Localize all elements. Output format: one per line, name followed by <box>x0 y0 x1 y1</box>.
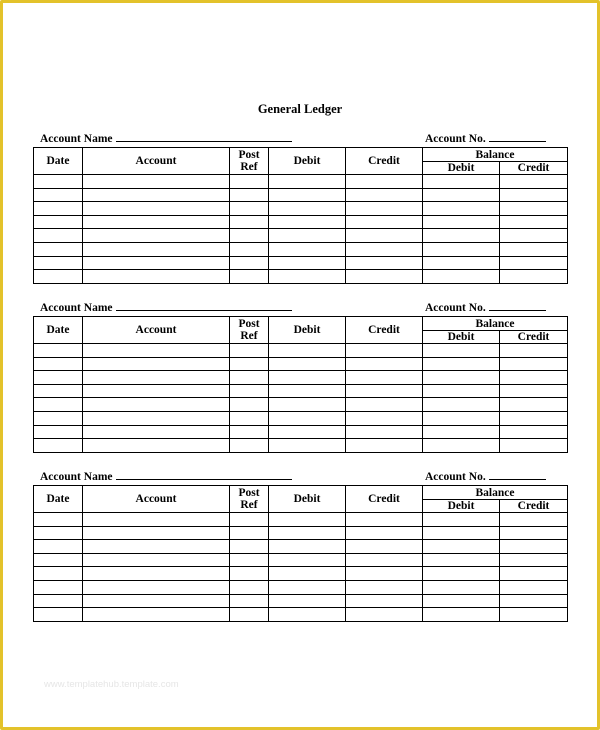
col-header-post-ref: Post Ref <box>230 317 269 344</box>
cell-post-ref[interactable] <box>230 357 269 371</box>
cell-debit[interactable] <box>269 526 346 540</box>
cell-debit[interactable] <box>269 384 346 398</box>
cell-debit[interactable] <box>269 594 346 608</box>
cell-balance-debit[interactable] <box>423 256 500 270</box>
col-header-account: Account <box>83 486 230 513</box>
cell-account[interactable] <box>83 256 230 270</box>
cell-balance-credit[interactable] <box>500 580 568 594</box>
cell-balance-credit[interactable] <box>500 357 568 371</box>
cell-balance-debit[interactable] <box>423 357 500 371</box>
ledger-row <box>34 567 568 581</box>
cell-account[interactable] <box>83 188 230 202</box>
col-header-balance-debit: Debit <box>423 500 500 513</box>
account-name-blank[interactable] <box>116 130 292 142</box>
ledger-row <box>34 242 568 256</box>
cell-credit[interactable] <box>346 526 423 540</box>
cell-credit[interactable] <box>346 242 423 256</box>
cell-balance-debit[interactable] <box>423 567 500 581</box>
cell-date[interactable] <box>34 580 83 594</box>
col-header-balance-credit: Credit <box>500 331 568 344</box>
ledger-row <box>34 553 568 567</box>
cell-balance-credit[interactable] <box>500 229 568 243</box>
cell-account[interactable] <box>83 608 230 622</box>
cell-balance-credit[interactable] <box>500 553 568 567</box>
cell-credit[interactable] <box>346 270 423 284</box>
cell-balance-credit[interactable] <box>500 567 568 581</box>
cell-date[interactable] <box>34 215 83 229</box>
cell-date[interactable] <box>34 270 83 284</box>
ledger-header-line <box>33 468 567 484</box>
ledger-row <box>34 270 568 284</box>
cell-date[interactable] <box>34 371 83 385</box>
account-no-blank[interactable] <box>489 468 546 480</box>
cell-balance-debit[interactable] <box>423 594 500 608</box>
col-header-debit: Debit <box>269 148 346 175</box>
ledger-row <box>34 256 568 270</box>
cell-balance-debit[interactable] <box>423 411 500 425</box>
cell-date[interactable] <box>34 553 83 567</box>
cell-date[interactable] <box>34 411 83 425</box>
col-header-debit: Debit <box>269 317 346 344</box>
cell-credit[interactable] <box>346 439 423 453</box>
col-header-date: Date <box>34 317 83 344</box>
cell-debit[interactable] <box>269 270 346 284</box>
cell-balance-debit[interactable] <box>423 229 500 243</box>
cell-balance-debit[interactable] <box>423 425 500 439</box>
cell-debit[interactable] <box>269 580 346 594</box>
cell-credit[interactable] <box>346 357 423 371</box>
ledger-row <box>34 540 568 554</box>
col-header-balance: Balance <box>423 317 568 331</box>
col-header-debit: Debit <box>269 486 346 513</box>
ledger-table <box>33 485 568 622</box>
ledger-row <box>34 425 568 439</box>
ledger-row <box>34 594 568 608</box>
cell-date[interactable] <box>34 439 83 453</box>
watermark-text: www.templatehub.template.com <box>44 679 179 690</box>
cell-post-ref[interactable] <box>230 188 269 202</box>
cell-balance-credit[interactable] <box>500 398 568 412</box>
cell-account[interactable] <box>83 175 230 189</box>
cell-post-ref[interactable] <box>230 553 269 567</box>
cell-date[interactable] <box>34 175 83 189</box>
cell-account[interactable] <box>83 384 230 398</box>
page-title: General Ledger <box>257 102 343 116</box>
cell-debit[interactable] <box>269 242 346 256</box>
account-no-label: Account No. <box>425 133 486 145</box>
col-header-credit: Credit <box>346 317 423 344</box>
account-name-field[interactable] <box>40 299 292 314</box>
cell-credit[interactable] <box>346 594 423 608</box>
cell-balance-debit[interactable] <box>423 580 500 594</box>
cell-balance-credit[interactable] <box>500 513 568 527</box>
cell-debit[interactable] <box>269 215 346 229</box>
cell-post-ref[interactable] <box>230 344 269 358</box>
cell-balance-credit[interactable] <box>500 344 568 358</box>
cell-balance-credit[interactable] <box>500 594 568 608</box>
cell-debit[interactable] <box>269 256 346 270</box>
cell-credit[interactable] <box>346 215 423 229</box>
cell-balance-credit[interactable] <box>500 175 568 189</box>
cell-date[interactable] <box>34 526 83 540</box>
ledger-row <box>34 526 568 540</box>
cell-date[interactable] <box>34 608 83 622</box>
cell-post-ref[interactable] <box>230 594 269 608</box>
cell-post-ref[interactable] <box>230 540 269 554</box>
ledger-row <box>34 344 568 358</box>
cell-debit[interactable] <box>269 344 346 358</box>
col-header-balance-credit: Credit <box>500 500 568 513</box>
ledger-header-line <box>33 130 567 146</box>
cell-post-ref[interactable] <box>230 215 269 229</box>
account-no-label: Account No. <box>425 302 486 314</box>
cell-balance-debit[interactable] <box>423 215 500 229</box>
cell-balance-debit[interactable] <box>423 188 500 202</box>
cell-account[interactable] <box>83 344 230 358</box>
col-header-credit: Credit <box>346 148 423 175</box>
cell-balance-debit[interactable] <box>423 175 500 189</box>
cell-debit[interactable] <box>269 411 346 425</box>
account-no-field[interactable] <box>425 130 546 145</box>
ledger-table <box>33 316 568 453</box>
cell-date[interactable] <box>34 594 83 608</box>
cell-balance-credit[interactable] <box>500 411 568 425</box>
cell-account[interactable] <box>83 357 230 371</box>
cell-post-ref[interactable] <box>230 513 269 527</box>
cell-account[interactable] <box>83 425 230 439</box>
cell-account[interactable] <box>83 580 230 594</box>
cell-post-ref[interactable] <box>230 608 269 622</box>
cell-balance-debit[interactable] <box>423 344 500 358</box>
col-header-balance-debit: Debit <box>423 162 500 175</box>
cell-account[interactable] <box>83 553 230 567</box>
cell-credit[interactable] <box>346 398 423 412</box>
cell-post-ref[interactable] <box>230 398 269 412</box>
cell-account[interactable] <box>83 439 230 453</box>
cell-credit[interactable] <box>346 567 423 581</box>
ledger-row <box>34 215 568 229</box>
cell-credit[interactable] <box>346 371 423 385</box>
cell-post-ref[interactable] <box>230 202 269 216</box>
cell-date[interactable] <box>34 229 83 243</box>
cell-date[interactable] <box>34 256 83 270</box>
col-header-balance-credit: Credit <box>500 162 568 175</box>
cell-debit[interactable] <box>269 439 346 453</box>
cell-credit[interactable] <box>346 175 423 189</box>
col-header-balance: Balance <box>423 148 568 162</box>
cell-credit[interactable] <box>346 344 423 358</box>
ledger-row <box>34 398 568 412</box>
cell-date[interactable] <box>34 357 83 371</box>
ledger-header-line <box>33 299 567 315</box>
account-no-label: Account No. <box>425 471 486 483</box>
cell-credit[interactable] <box>346 425 423 439</box>
cell-post-ref[interactable] <box>230 270 269 284</box>
cell-date[interactable] <box>34 188 83 202</box>
cell-balance-credit[interactable] <box>500 242 568 256</box>
cell-account[interactable] <box>83 594 230 608</box>
ledger-row <box>34 411 568 425</box>
cell-credit[interactable] <box>346 384 423 398</box>
ledger-row <box>34 580 568 594</box>
ledger-row <box>34 202 568 216</box>
cell-balance-debit[interactable] <box>423 202 500 216</box>
ledger-row <box>34 608 568 622</box>
cell-debit[interactable] <box>269 188 346 202</box>
account-name-label: Account Name <box>40 133 113 145</box>
ledger-row <box>34 229 568 243</box>
ledger-row <box>34 513 568 527</box>
cell-date[interactable] <box>34 425 83 439</box>
account-no-blank[interactable] <box>489 299 546 311</box>
cell-date[interactable] <box>34 202 83 216</box>
cell-debit[interactable] <box>269 229 346 243</box>
cell-debit[interactable] <box>269 567 346 581</box>
cell-balance-debit[interactable] <box>423 540 500 554</box>
cell-debit[interactable] <box>269 513 346 527</box>
cell-account[interactable] <box>83 398 230 412</box>
cell-debit[interactable] <box>269 540 346 554</box>
cell-post-ref[interactable] <box>230 175 269 189</box>
col-header-credit: Credit <box>346 486 423 513</box>
ledger-row <box>34 357 568 371</box>
cell-account[interactable] <box>83 567 230 581</box>
ledger-table <box>33 147 568 284</box>
cell-debit[interactable] <box>269 357 346 371</box>
cell-post-ref[interactable] <box>230 439 269 453</box>
col-header-post-ref: Post Ref <box>230 486 269 513</box>
cell-post-ref[interactable] <box>230 242 269 256</box>
account-name-label: Account Name <box>40 302 113 314</box>
cell-balance-credit[interactable] <box>500 371 568 385</box>
ledger-row <box>34 188 568 202</box>
cell-balance-credit[interactable] <box>500 270 568 284</box>
ledger-block-2 <box>33 299 567 453</box>
cell-balance-credit[interactable] <box>500 425 568 439</box>
cell-date[interactable] <box>34 398 83 412</box>
cell-debit[interactable] <box>269 398 346 412</box>
cell-balance-credit[interactable] <box>500 202 568 216</box>
cell-post-ref[interactable] <box>230 411 269 425</box>
cell-post-ref[interactable] <box>230 371 269 385</box>
account-name-blank[interactable] <box>116 299 292 311</box>
cell-date[interactable] <box>34 513 83 527</box>
cell-debit[interactable] <box>269 175 346 189</box>
cell-post-ref[interactable] <box>230 229 269 243</box>
cell-post-ref[interactable] <box>230 425 269 439</box>
cell-post-ref[interactable] <box>230 256 269 270</box>
cell-date[interactable] <box>34 384 83 398</box>
cell-account[interactable] <box>83 513 230 527</box>
cell-balance-debit[interactable] <box>423 553 500 567</box>
cell-account[interactable] <box>83 411 230 425</box>
cell-post-ref[interactable] <box>230 526 269 540</box>
ledger-block-3 <box>33 468 567 622</box>
cell-credit[interactable] <box>346 553 423 567</box>
account-name-field[interactable] <box>40 468 292 483</box>
cell-balance-debit[interactable] <box>423 270 500 284</box>
cell-balance-debit[interactable] <box>423 371 500 385</box>
cell-credit[interactable] <box>346 411 423 425</box>
cell-post-ref[interactable] <box>230 567 269 581</box>
ledger-block-1 <box>33 130 567 284</box>
account-no-blank[interactable] <box>489 130 546 142</box>
cell-debit[interactable] <box>269 371 346 385</box>
cell-date[interactable] <box>34 344 83 358</box>
cell-balance-debit[interactable] <box>423 384 500 398</box>
cell-debit[interactable] <box>269 202 346 216</box>
cell-credit[interactable] <box>346 256 423 270</box>
cell-account[interactable] <box>83 215 230 229</box>
cell-account[interactable] <box>83 371 230 385</box>
cell-date[interactable] <box>34 567 83 581</box>
ledger-row <box>34 439 568 453</box>
cell-balance-credit[interactable] <box>500 384 568 398</box>
cell-debit[interactable] <box>269 553 346 567</box>
cell-post-ref[interactable] <box>230 580 269 594</box>
cell-account[interactable] <box>83 242 230 256</box>
cell-credit[interactable] <box>346 580 423 594</box>
cell-balance-credit[interactable] <box>500 540 568 554</box>
cell-balance-debit[interactable] <box>423 242 500 256</box>
account-no-field[interactable] <box>425 299 546 314</box>
cell-balance-credit[interactable] <box>500 526 568 540</box>
col-header-account: Account <box>83 317 230 344</box>
account-name-blank[interactable] <box>116 468 292 480</box>
cell-account[interactable] <box>83 270 230 284</box>
cell-credit[interactable] <box>346 229 423 243</box>
col-header-date: Date <box>34 486 83 513</box>
cell-credit[interactable] <box>346 540 423 554</box>
cell-balance-credit[interactable] <box>500 188 568 202</box>
account-name-field[interactable] <box>40 130 292 145</box>
col-header-balance-debit: Debit <box>423 331 500 344</box>
ledger-row <box>34 384 568 398</box>
cell-account[interactable] <box>83 526 230 540</box>
cell-balance-debit[interactable] <box>423 608 500 622</box>
ledger-row <box>34 371 568 385</box>
cell-credit[interactable] <box>346 188 423 202</box>
cell-debit[interactable] <box>269 425 346 439</box>
cell-account[interactable] <box>83 229 230 243</box>
cell-balance-debit[interactable] <box>423 513 500 527</box>
cell-balance-debit[interactable] <box>423 398 500 412</box>
ledger-row <box>34 175 568 189</box>
col-header-balance: Balance <box>423 486 568 500</box>
cell-post-ref[interactable] <box>230 384 269 398</box>
account-name-label: Account Name <box>40 471 113 483</box>
col-header-post-ref: Post Ref <box>230 148 269 175</box>
cell-balance-credit[interactable] <box>500 256 568 270</box>
cell-credit[interactable] <box>346 513 423 527</box>
cell-credit[interactable] <box>346 608 423 622</box>
cell-balance-debit[interactable] <box>423 526 500 540</box>
cell-credit[interactable] <box>346 202 423 216</box>
col-header-account: Account <box>83 148 230 175</box>
account-no-field[interactable] <box>425 468 546 483</box>
cell-account[interactable] <box>83 202 230 216</box>
cell-account[interactable] <box>83 540 230 554</box>
cell-balance-credit[interactable] <box>500 215 568 229</box>
cell-debit[interactable] <box>269 608 346 622</box>
cell-balance-debit[interactable] <box>423 439 500 453</box>
col-header-date: Date <box>34 148 83 175</box>
cell-date[interactable] <box>34 242 83 256</box>
cell-balance-credit[interactable] <box>500 608 568 622</box>
cell-balance-credit[interactable] <box>500 439 568 453</box>
cell-date[interactable] <box>34 540 83 554</box>
